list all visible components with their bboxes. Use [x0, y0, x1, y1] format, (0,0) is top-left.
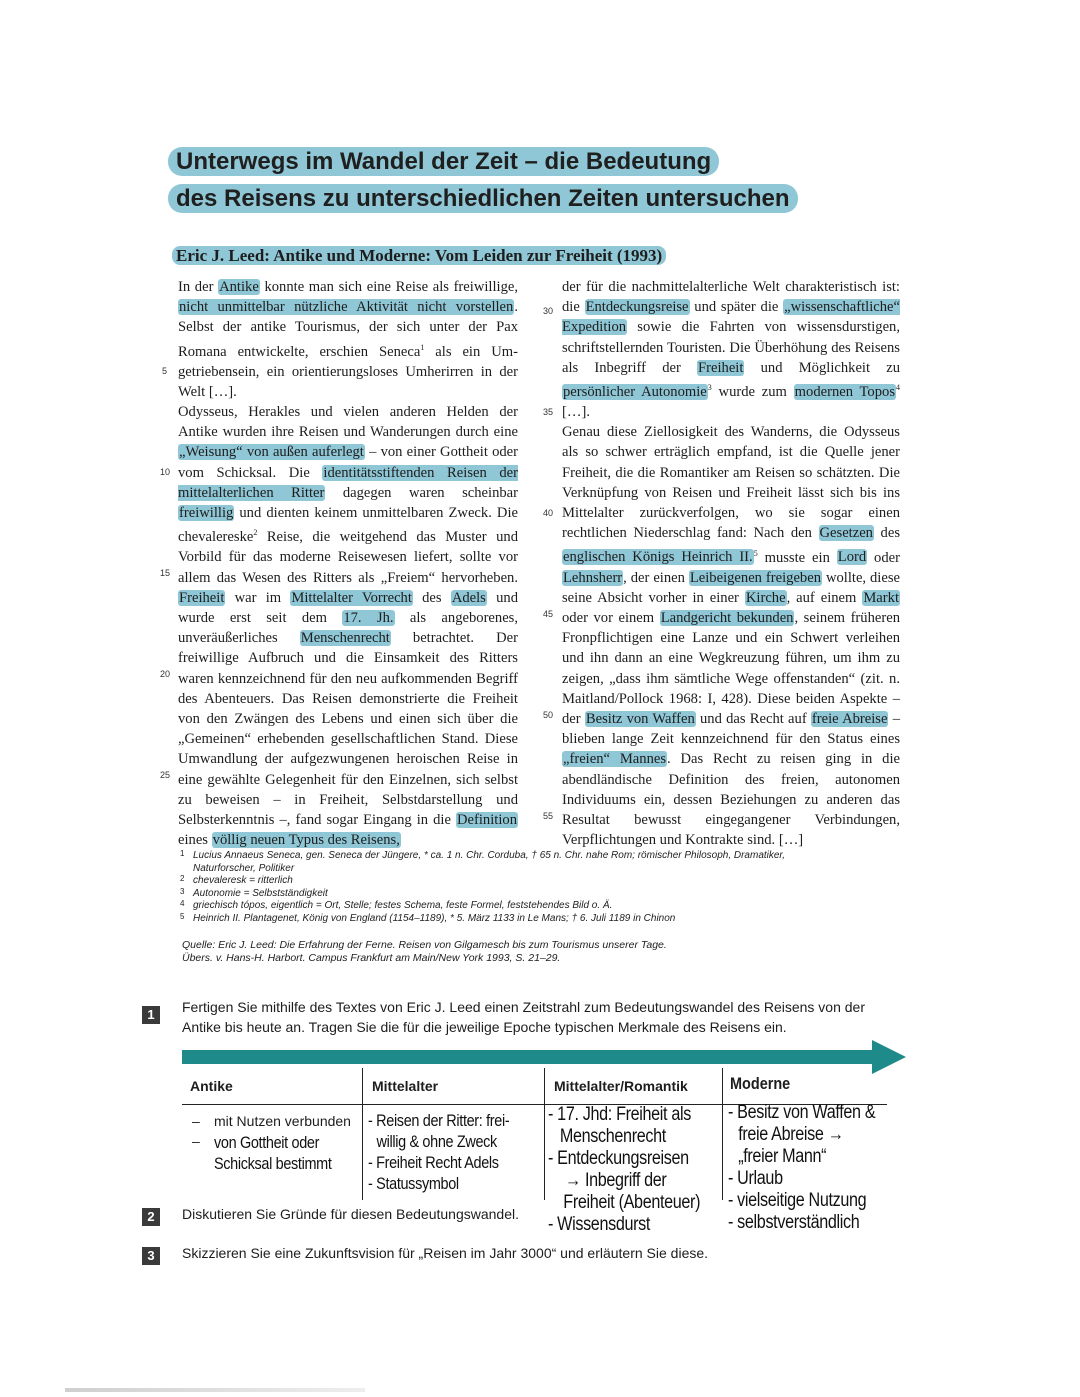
line-number: 35: [543, 407, 554, 417]
table-divider: [544, 1068, 545, 1200]
line-number: 30: [543, 306, 554, 316]
scan-edge: [65, 1388, 365, 1392]
table-divider: [362, 1068, 363, 1200]
footnote: 5 Heinrich II. Plantagenet, König von England (1154–1189), * 5. März 1133 in Le Mans; † 6. Juli 1189 in Chinon: [180, 911, 676, 924]
page-title: [168, 143, 798, 217]
cell-antike: – mit Nutzen verbunden – von Gottheit oder Schicksal bestimmt: [192, 1113, 351, 1173]
task-number-badge: 3: [142, 1247, 160, 1265]
line-number: 5: [162, 366, 168, 376]
title-line-2: des Reisens zu unterschiedlichen Zeiten untersuchen: [168, 184, 798, 213]
text-column-left: [178, 277, 518, 850]
task-text: Skizzieren Sie eine Zukunftsvision für „Reisen im Jahr 3000“ und erläutern Sie diese.: [182, 1245, 709, 1261]
text-column-right: [562, 277, 900, 850]
column-header-antike: Antike: [190, 1078, 233, 1094]
footnotes: [180, 850, 830, 925]
task-number-badge: 2: [142, 1208, 160, 1226]
source-citation: Quelle: Eric J. Leed: Die Erfahrung der Ferne. Reisen von Gilgamesch bis zum Tourismus unserer Tage. Übers. v. Hans-H. Harbort. Campus Frankfurt am Main/New York 1993, S. 21–29.: [182, 939, 667, 964]
line-number: 40: [543, 508, 554, 518]
task-text: Fertigen Sie mithilfe des Textes von Eric J. Leed einen Zeitstrahl zum Bedeutungswandel des Reisens von der Antike bis heute an. Tragen Sie die für die jeweilige Epoche typischen Merkmale des Reisens ein.: [182, 999, 865, 1035]
paragraph: In der Antike konnte man sich eine Reise als freiwillige, nicht unmittelbar nützliche Aktivität nicht vorstellen. Selbst der antike Tourismus, der sich unter der Pax Romana entwickelte, erschien Seneca$^1$ als ein Umgetriebensein, ein orientierungsloses Umherirren in der Welt […].: [178, 279, 519, 400]
cell-mittelalter: - Reisen der Ritter: frei- willig & ohne Zweck - Freiheit Recht Adels - Statussymbol: [368, 1111, 510, 1193]
paragraph: Odysseus, Herakles und vielen anderen Helden der Antike wurden ihre Reisen und Wanderungen durch eine „Weisung“ von außen auferlegt – von einer Gottheit oder vom Schicksal. Die identitätsstiftenden Reisen der mittelalterlichen Ritter dagegen waren scheinbar freiwillig und dienten keinem unmittelbaren Zweck. Die chevalereske$^2$ Reise, die weitgehend das Muster und Vorbild für das moderne Reisewesen liefert, sollte vor allem das Wesen des Ritters als „Freiem“ hervorheben. Freiheit war im Mittelalter Vorrecht des Adels und wurde erst seit dem 17. Jh. als angeborenes, unveräußerliches Menschenrecht betrachtet. Der freiwillige Aufbruch und die Einsamkeit des Ritters waren kennzeichnend für den neu aufkommenden Begriff des Abenteuers. Das Reisen demonstrierte die Freiheit von den Zwängen des Lebens und einen sich über die „Gemeinen“ erhebenden gesellschaftlichen Stand. Diese Umwandlung der aufgezwungenen heroischen Reise in eine gewählte Gelegenheit für den Einzelnen, sich selbst zu beweisen – in Freiheit, Selbstdarstellung und Selbsterkenntnis –, fand sogar Eingang in die Definition eines völlig neuen Typus des Reisens,: [178, 404, 519, 849]
footnote: 3 Autonomie = Selbstständigkeit: [180, 886, 328, 899]
column-header-romantik: Mittelalter/Romantik: [554, 1078, 688, 1094]
task-number-badge: 1: [142, 1006, 160, 1024]
line-number: 15: [160, 568, 171, 578]
line-number: 50: [543, 710, 554, 720]
task-text: Diskutieren Sie Gründe für diesen Bedeutungswandel.: [182, 1206, 519, 1222]
footnote: 1 Lucius Annaeus Seneca, gen. Seneca der Jüngere, * ca. 1 n. Chr. Corduba, † 65 n. Chr. nahe Rom; römischer Philosoph, Dramatiker, Naturforscher, Politiker: [180, 849, 785, 874]
line-number: 25: [160, 770, 171, 780]
paragraph: der für die nachmittelalterliche Welt charakteristisch ist: die Entdeckungsreise und später die „wissenschaftliche“ Expedition sowie die Fahrten von wissensdurstigen, schriftstellernden Touristen. Die Überhöhung des Reisens als Inbegriff der Freiheit und Möglichkeit zu persönlicher Autonomie$^3$ wurde zum modernen Topos$^4$ […].: [562, 279, 900, 421]
footnote: 2 chevaleresk = ritterlich: [180, 874, 293, 886]
text-subtitle: Eric J. Leed: Antike und Moderne: Vom Leiden zur Freiheit (1993): [172, 246, 666, 266]
column-header-mittelalter: Mittelalter: [372, 1078, 439, 1094]
cell-romantik: - 17. Jhd: Freiheit als Menschenrecht - Entdeckungsreisen → Inbegriff der Freiheit (Abenteuer) - Wissensdurst: [548, 1104, 701, 1235]
line-number: 20: [160, 669, 171, 679]
column-header-moderne: Moderne: [730, 1074, 791, 1093]
line-number: 55: [543, 811, 554, 821]
paragraph: Genau diese Ziellosigkeit des Wanderns, die Odysseus als so schwer erträglich empfand, ist die Quelle jener Freiheit, die die Romantiker am Reisen so schätzten. Die Verknüpfung von Reisen und Freiheit lässt sich bis ins Mittelalter zurückverfolgen, wo sie sogar einen rechtlichen Niederschlag fand: Nach den Gesetzen des englischen Königs Heinrich II.$^5$ musste ein Lord oder Lehnsherr, der einen Leibeigenen freigeben wollte, diese seine Absicht vorher in einer Kirche, auf einem Markt oder vor einem Landgericht bekunden, seinem früheren Fronpflichtigen eine Lanze und ein Schwert verleihen und ihn dann an eine Wegkreuzung führen, um ihm zu zeigen, „dass ihm sämtliche Wege offenstanden“ (zit. n. Maitland/Pollock 1968: I, 428). Diese beiden Aspekte – der Besitz von Waffen und das Recht auf freie Abreise – blieben lange Zeit kennzeichnend für den Status eines „freien“ Mannes. Das Recht zu reisen ging in die abendländische Definition des freien, autonomen Individuums ein, dessen Beziehungen zu anderen das Resultat bewusst eingegangener Verbindungen, Verpflichtungen und Kontrakte sind. […]: [562, 424, 901, 849]
line-number: 10: [160, 467, 171, 477]
title-line-1: Unterwegs im Wandel der Zeit – die Bedeutung: [168, 147, 719, 176]
line-number: 45: [543, 609, 554, 619]
cell-moderne: - Besitz von Waffen & freie Abreise → „freier Mann“ - Urlaub - vielseitige Nutzung - selbstverständlich: [728, 1102, 876, 1233]
footnote: 4 griechisch tópos, eigentlich = Ort, Stelle; festes Schema, feste Formel, feststehendes Bild o. Ä.: [180, 899, 613, 911]
